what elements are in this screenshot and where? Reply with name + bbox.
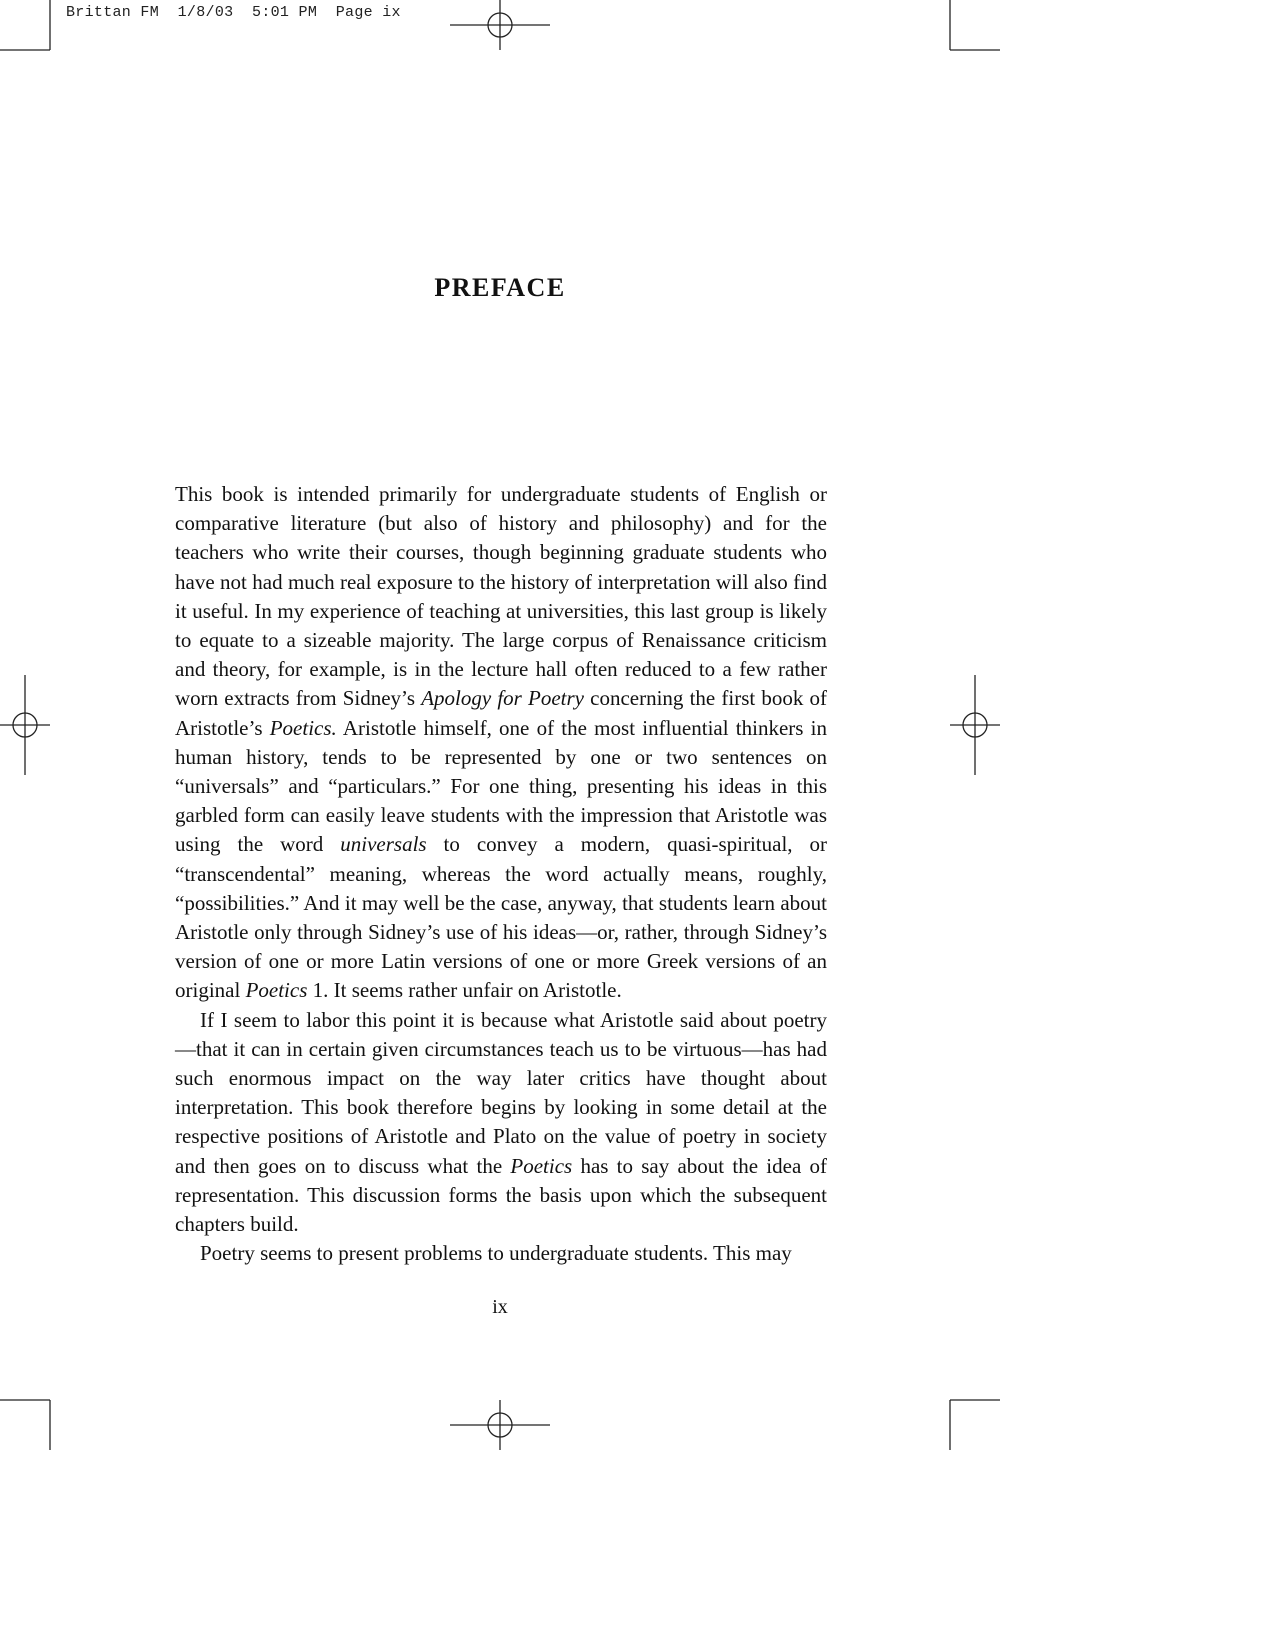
italic-text-run: Poetics: [510, 1153, 573, 1178]
registration-mark-top: [450, 0, 550, 50]
paragraph: [175, 1239, 827, 1268]
page-title: PREFACE: [434, 273, 566, 302]
text-run: 1. It seems rather unfair on Aristotle.: [307, 978, 622, 1003]
text-run: has to say about the idea of representation. This discussion forms the basis upon which the subsequent chapters build.: [175, 1153, 827, 1237]
print-slug-line: Brittan FM 1/8/03 5:01 PM Page ix: [66, 4, 401, 21]
registration-mark-left: [0, 675, 50, 775]
text-run: Aristotle himself, one of the most influential thinkers in human history, tends to be represented by one or two sentences on “universals” and “particulars.” For one thing, presenting his ideas in this garbled form can easily leave students with the impression that Aristotle was using the word: [175, 715, 828, 857]
italic-text-run: Poetics.: [269, 715, 337, 740]
paragraph: [175, 1006, 827, 1240]
italic-text-run: Apology for Poetry: [421, 686, 584, 711]
paragraph: [175, 480, 827, 1006]
text-run: concerning the first book of Aristotle’s: [175, 686, 827, 740]
registration-mark-bottom: [450, 1400, 550, 1450]
text-run: If I seem to labor this point it is because what Aristotle said about poetry—that it can in certain given circumstances teach us to be virtuous—has had such enormous impact on the way later critics have thought about interpretation. This book therefore begins by looking in some detail at the respective positions of Aristotle and Plato on the value of poetry in society and then goes on to discuss what the: [175, 1007, 827, 1178]
registration-mark-right: [950, 675, 1000, 775]
text-run: Poetry seems to present problems to undergraduate students. This may: [200, 1241, 792, 1266]
text-run: This book is intended primarily for undergraduate students of English or comparative literature (but also of history and philosophy) and for the teachers who write their courses, though beginning graduate students who have not had much real exposure to the history of interpretation will also find it useful. In my experience of teaching at universities, this last group is likely to equate to a sizeable majority. The large corpus of Renaissance criticism and theory, for example, is in the lecture hall often reduced to a few rather worn extracts from Sidney’s: [175, 482, 827, 711]
italic-text-run: Poetics: [245, 978, 308, 1003]
italic-text-run: universals: [340, 832, 427, 857]
text-run: to convey a modern, quasi-spiritual, or “transcendental” meaning, whereas the word actually means, roughly, “possibilities.” And it may well be the case, anyway, that students learn about Aristotle only through Sidney’s use of his ideas—or, rather, through Sidney’s version of one or more Latin versions of one or more Greek versions of an original: [175, 832, 827, 1003]
body-text: [175, 480, 827, 1268]
page-number: ix: [492, 1296, 508, 1318]
